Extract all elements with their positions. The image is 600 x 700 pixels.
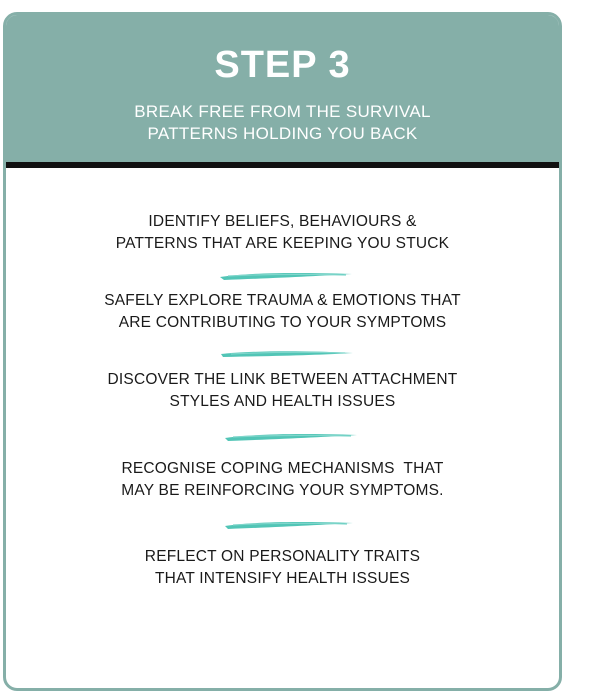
list-item-line: REFLECT ON PERSONALITY TRAITS: [144, 548, 421, 565]
step-subtitle-line-2: PATTERNS HOLDING YOU BACK: [147, 124, 418, 143]
step-title: STEP 3: [214, 44, 351, 86]
list-item-explore-trauma: [6, 290, 559, 334]
list-item-line: THAT INTENSIFY HEALTH ISSUES: [154, 570, 411, 587]
list-item-line: SAFELY EXPLORE TRAUMA & EMOTIONS THAT: [104, 292, 461, 309]
list-item-line: STYLES AND HEALTH ISSUES: [169, 393, 396, 410]
brush-divider-icon: [223, 430, 359, 444]
list-item-line: ARE CONTRIBUTING TO YOUR SYMPTOMS: [118, 314, 447, 331]
brush-divider-icon: [219, 347, 355, 361]
list-item-coping-mechanisms: [6, 458, 559, 502]
list-item-line: IDENTIFY BELIEFS, BEHAVIOURS &: [148, 213, 417, 230]
steps-list: [6, 15, 559, 688]
brush-divider-icon: [218, 269, 354, 283]
list-item-line: DISCOVER THE LINK BETWEEN ATTACHMENT: [107, 371, 458, 388]
list-item-attachment-styles: [6, 369, 559, 413]
list-item-line: RECOGNISE COPING MECHANISMS THAT: [121, 460, 444, 477]
brush-divider-icon: [223, 518, 355, 532]
list-item-identify-beliefs: [6, 211, 559, 255]
step-subtitle-line-1: BREAK FREE FROM THE SURVIVAL: [134, 102, 431, 121]
list-item-line: PATTERNS THAT ARE KEEPING YOU STUCK: [115, 235, 450, 252]
step-card: [3, 12, 562, 691]
list-item-line: MAY BE REINFORCING YOUR SYMPTOMS.: [121, 482, 444, 499]
list-item-personality-traits: [6, 546, 559, 590]
